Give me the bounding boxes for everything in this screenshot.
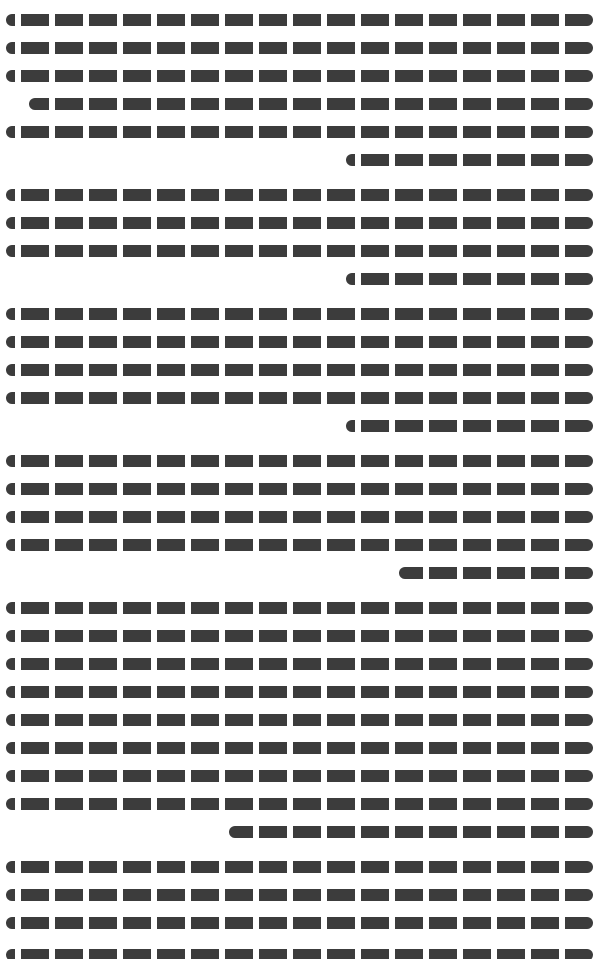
text-line bbox=[6, 706, 593, 734]
text-placeholder bbox=[6, 949, 593, 959]
text-line bbox=[6, 412, 593, 440]
paragraph bbox=[6, 447, 593, 587]
text-placeholder bbox=[6, 686, 593, 698]
text-placeholder bbox=[6, 70, 593, 82]
text-placeholder bbox=[6, 483, 593, 495]
paragraph bbox=[6, 594, 593, 846]
text-line bbox=[6, 762, 593, 790]
text-placeholder bbox=[6, 14, 593, 26]
text-placeholder bbox=[6, 714, 593, 726]
text-placeholder bbox=[6, 189, 593, 201]
text-placeholder bbox=[6, 126, 593, 138]
text-placeholder bbox=[6, 308, 593, 320]
text-line bbox=[6, 594, 593, 622]
text-placeholder bbox=[6, 511, 593, 523]
text-line bbox=[6, 678, 593, 706]
text-line bbox=[6, 237, 593, 265]
text-line bbox=[6, 650, 593, 678]
text-placeholder bbox=[6, 770, 593, 782]
text-line bbox=[6, 146, 593, 174]
text-line bbox=[6, 384, 593, 412]
text-placeholder bbox=[6, 539, 593, 551]
text-placeholder bbox=[229, 826, 593, 838]
paragraph bbox=[6, 300, 593, 440]
text-placeholder bbox=[6, 392, 593, 404]
text-line bbox=[6, 118, 593, 146]
text-placeholder bbox=[6, 364, 593, 376]
text-line bbox=[6, 447, 593, 475]
text-line bbox=[6, 559, 593, 587]
text-line bbox=[6, 790, 593, 818]
text-placeholder bbox=[6, 742, 593, 754]
text-placeholder bbox=[6, 798, 593, 810]
paragraph bbox=[6, 6, 593, 174]
text-line bbox=[6, 622, 593, 650]
text-placeholder bbox=[346, 154, 593, 166]
text-line bbox=[6, 265, 593, 293]
text-placeholder bbox=[6, 861, 593, 873]
text-placeholder bbox=[346, 420, 593, 432]
text-line bbox=[6, 6, 593, 34]
text-placeholder bbox=[6, 630, 593, 642]
text-placeholder bbox=[6, 245, 593, 257]
text-line bbox=[6, 62, 593, 90]
text-line bbox=[6, 90, 593, 118]
text-line bbox=[6, 909, 593, 937]
text-placeholder bbox=[399, 567, 593, 579]
text-placeholder bbox=[6, 658, 593, 670]
text-placeholder bbox=[29, 98, 593, 110]
text-placeholder bbox=[6, 217, 593, 229]
text-placeholder bbox=[6, 336, 593, 348]
text-line bbox=[6, 881, 593, 909]
text-placeholder bbox=[346, 273, 593, 285]
text-placeholder bbox=[6, 917, 593, 929]
text-line bbox=[6, 475, 593, 503]
text-line bbox=[6, 356, 593, 384]
text-placeholder bbox=[6, 889, 593, 901]
text-line bbox=[6, 34, 593, 62]
text-line bbox=[6, 853, 593, 881]
paragraph bbox=[6, 181, 593, 293]
text-placeholder bbox=[6, 602, 593, 614]
text-line bbox=[6, 818, 593, 846]
text-line bbox=[6, 181, 593, 209]
paragraph bbox=[6, 853, 593, 959]
text-line bbox=[6, 328, 593, 356]
text-line bbox=[6, 531, 593, 559]
text-line bbox=[6, 734, 593, 762]
text-line bbox=[6, 503, 593, 531]
text-line bbox=[6, 300, 593, 328]
text-line bbox=[6, 937, 593, 959]
text-line bbox=[6, 209, 593, 237]
text-placeholder bbox=[6, 42, 593, 54]
text-placeholder bbox=[6, 455, 593, 467]
